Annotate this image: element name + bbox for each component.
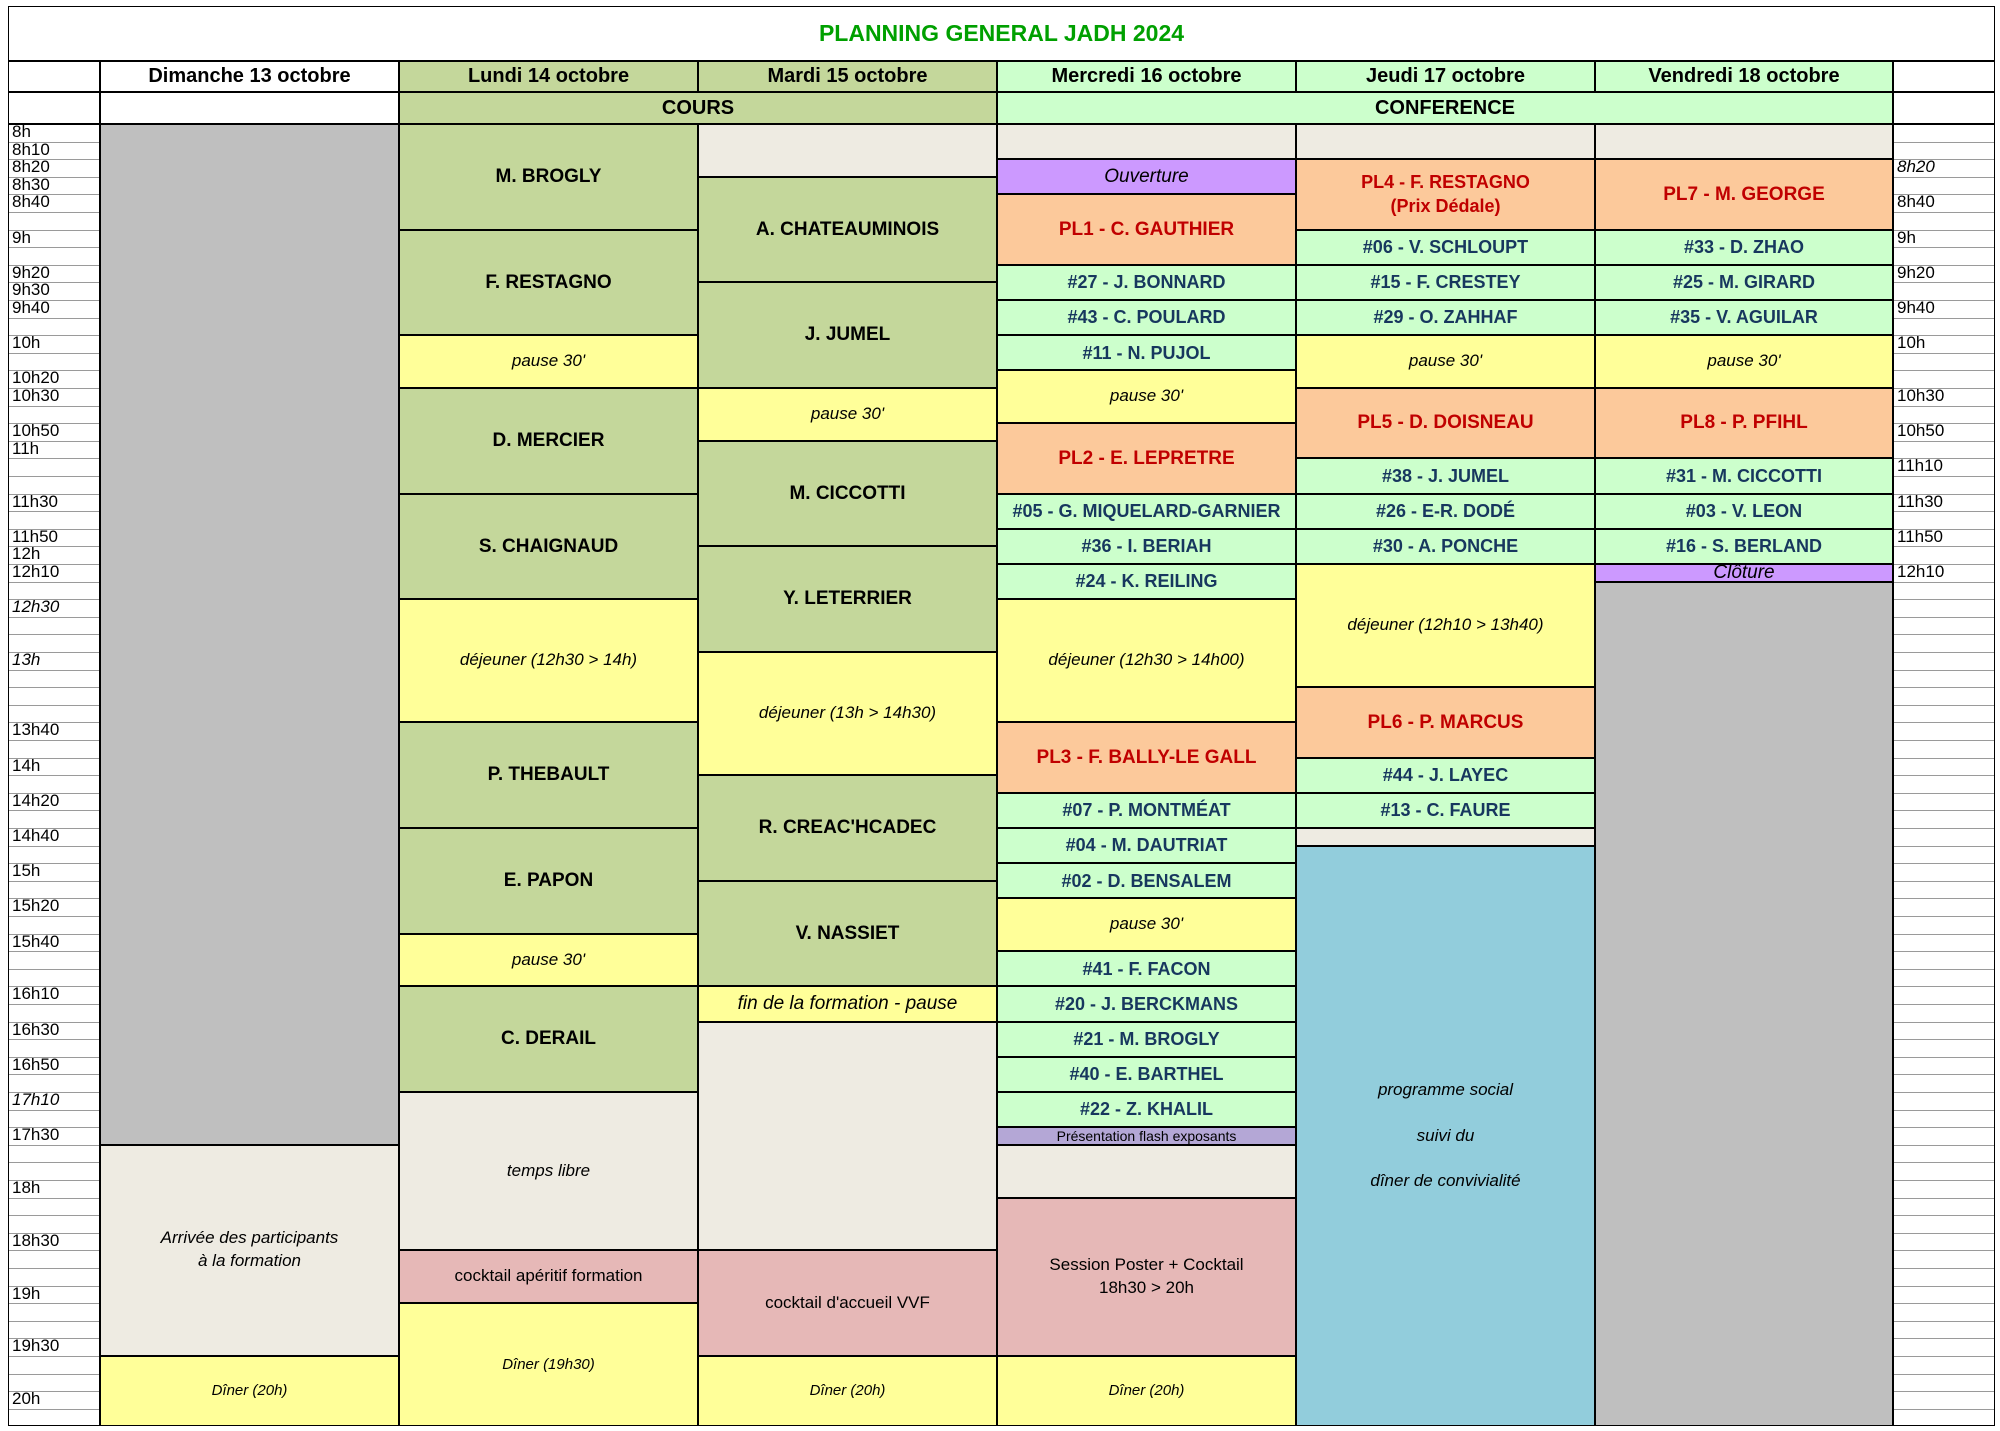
slot-gridline [1894, 1057, 1994, 1058]
schedule-event: #41 - F. FACON [997, 951, 1296, 986]
schedule-event: V. NASSIET [698, 881, 997, 987]
slot-gridline [9, 881, 99, 882]
slot-gridline [1894, 1110, 1994, 1111]
time-label: 10h [1897, 333, 1926, 353]
slot-gridline [1894, 863, 1994, 864]
slot-gridline [9, 1268, 99, 1269]
schedule-event: Arrivée des participants à la formation [100, 1145, 399, 1356]
time-label: 11h [12, 438, 40, 458]
schedule-event: S. CHAIGNAUD [399, 494, 698, 600]
slot-gridline [1894, 282, 1994, 283]
slot-gridline [1894, 634, 1994, 635]
slot-gridline [1894, 1215, 1994, 1216]
time-label: 11h30 [1897, 491, 1944, 511]
slot-gridline [1894, 1145, 1994, 1146]
time-label: 8h40 [12, 192, 50, 212]
schedule-event: #38 - J. JUMEL [1296, 458, 1595, 493]
slot-gridline [1894, 881, 1994, 882]
time-label: 12h10 [12, 562, 60, 581]
time-label: 8h40 [1897, 192, 1935, 212]
slot-gridline [9, 1215, 99, 1216]
schedule-empty-block [698, 124, 997, 177]
time-label: 19h [12, 1283, 41, 1303]
schedule-event: programme social suivi du dîner de convivialité [1296, 846, 1595, 1427]
schedule-event: Session Poster + Cocktail 18h30 > 20h [997, 1198, 1296, 1356]
slot-gridline [9, 1356, 99, 1357]
slot-gridline [9, 247, 99, 248]
time-label: 16h10 [12, 984, 60, 1004]
slot-gridline [1894, 828, 1994, 829]
time-label: 8h [12, 122, 31, 141]
schedule-event: #22 - Z. KHALIL [997, 1092, 1296, 1127]
schedule-event: #36 - I. BERIAH [997, 529, 1296, 564]
slot-gridline [9, 1074, 99, 1075]
slot-gridline [1894, 177, 1994, 178]
schedule-event: P. THEBAULT [399, 722, 698, 828]
schedule-event: PL8 - P. PFIHL [1595, 388, 1893, 458]
time-label: 11h50 [1897, 526, 1944, 546]
schedule-event: #03 - V. LEON [1595, 494, 1893, 529]
slot-gridline [1894, 846, 1994, 847]
slot-gridline [1894, 986, 1994, 987]
slot-gridline [1894, 1039, 1994, 1040]
slot-gridline [1894, 1162, 1994, 1163]
schedule-event: PL5 - D. DOISNEAU [1296, 388, 1595, 458]
time-label: 8h30 [12, 174, 50, 194]
section-blank [100, 92, 399, 124]
slot-gridline [1894, 1303, 1994, 1304]
time-label: 9h40 [1897, 298, 1935, 317]
day-header: Lundi 14 octobre [399, 61, 698, 92]
schedule-event: #30 - A. PONCHE [1296, 529, 1595, 564]
schedule-event: pause 30' [1296, 335, 1595, 388]
schedule-event: temps libre [399, 1092, 698, 1250]
schedule-event: #35 - V. AGUILAR [1595, 300, 1893, 335]
slot-gridline [9, 1145, 99, 1146]
time-label: 15h [12, 861, 41, 881]
time-label: 11h30 [12, 491, 59, 511]
time-label: 11h50 [12, 526, 59, 546]
header-corner [8, 61, 100, 92]
schedule-empty-block [100, 124, 399, 1145]
slot-gridline [9, 406, 99, 407]
slot-gridline [1894, 212, 1994, 213]
schedule-event: Y. LETERRIER [698, 546, 997, 652]
slot-gridline [9, 1110, 99, 1111]
schedule-event: D. MERCIER [399, 388, 698, 494]
time-label: 18h30 [12, 1230, 60, 1250]
schedule-event: #25 - M. GIRARD [1595, 265, 1893, 300]
schedule-event: pause 30' [399, 934, 698, 987]
time-label: 9h [12, 227, 31, 247]
schedule-event: #04 - M. DAUTRIAT [997, 828, 1296, 863]
slot-gridline [1894, 775, 1994, 776]
slot-gridline [1894, 599, 1994, 600]
schedule-event: déjeuner (13h > 14h30) [698, 652, 997, 775]
schedule-event: #21 - M. BROGLY [997, 1022, 1296, 1057]
slot-gridline [1894, 1092, 1994, 1093]
schedule-empty-block [1595, 582, 1893, 1427]
page-title: PLANNING GENERAL JADH 2024 [8, 6, 1995, 61]
time-label: 10h50 [12, 421, 60, 441]
schedule-event: R. CREAC'HCADEC [698, 775, 997, 881]
schedule-event: #26 - E-R. DODÉ [1296, 494, 1595, 529]
time-label: 20h [12, 1389, 41, 1409]
schedule-event: PL1 - C. GAUTHIER [997, 194, 1296, 264]
time-label: 8h20 [12, 157, 50, 177]
schedule-event: pause 30' [698, 388, 997, 441]
slot-gridline [9, 687, 99, 688]
time-label: 10h30 [1897, 386, 1945, 405]
time-label: 17h10 [12, 1090, 60, 1109]
schedule-event: M. CICCOTTI [698, 441, 997, 547]
time-label: 12h30 [12, 597, 60, 617]
slot-gridline [9, 775, 99, 776]
schedule-event: #24 - K. REILING [997, 564, 1296, 599]
slot-gridline [1894, 1022, 1994, 1023]
slot-gridline [1894, 705, 1994, 706]
schedule-event: M. BROGLY [399, 124, 698, 230]
slot-gridline [9, 582, 99, 583]
schedule-event: cocktail apéritif formation [399, 1250, 698, 1303]
slot-gridline [1894, 1338, 1994, 1339]
slot-gridline [1894, 511, 1994, 512]
schedule-empty-block [698, 1022, 997, 1251]
time-label: 14h20 [12, 790, 60, 810]
slot-gridline [9, 1004, 99, 1005]
slot-gridline [9, 476, 99, 477]
schedule-event: E. PAPON [399, 828, 698, 934]
slot-gridline [1894, 652, 1994, 653]
slot-gridline [1894, 142, 1994, 143]
slot-gridline [9, 511, 99, 512]
slot-gridline [1894, 582, 1994, 583]
slot-gridline [1894, 810, 1994, 811]
schedule-event: #27 - J. BONNARD [997, 265, 1296, 300]
schedule-event: cocktail d'accueil VVF [698, 1250, 997, 1356]
slot-gridline [9, 458, 99, 459]
slot-gridline [9, 634, 99, 635]
schedule-event: #16 - S. BERLAND [1595, 529, 1893, 564]
slot-gridline [9, 1162, 99, 1163]
time-label: 15h20 [12, 896, 60, 916]
section-blank [8, 92, 100, 124]
slot-gridline [1894, 318, 1994, 319]
slot-gridline [1894, 1198, 1994, 1199]
slot-gridline [1894, 1250, 1994, 1251]
time-label: 16h50 [12, 1054, 60, 1074]
slot-gridline [9, 1039, 99, 1040]
slot-gridline [1894, 1074, 1994, 1075]
time-label: 16h30 [12, 1019, 60, 1039]
slot-gridline [9, 810, 99, 811]
slot-gridline [9, 916, 99, 917]
day-header: Mardi 15 octobre [698, 61, 997, 92]
schedule-event: PL6 - P. MARCUS [1296, 687, 1595, 757]
schedule-event: #07 - P. MONTMÉAT [997, 793, 1296, 828]
schedule-event: #15 - F. CRESTEY [1296, 265, 1595, 300]
time-label: 10h50 [1897, 421, 1945, 441]
time-label: 10h [12, 333, 41, 353]
time-label: 9h20 [12, 262, 50, 282]
slot-gridline [1894, 476, 1994, 477]
slot-gridline [1894, 1321, 1994, 1322]
time-label: 11h10 [1897, 456, 1944, 476]
slot-gridline [1894, 969, 1994, 970]
slot-gridline [9, 353, 99, 354]
time-label: 13h40 [12, 720, 60, 740]
slot-gridline [9, 670, 99, 671]
time-label: 10h30 [12, 386, 60, 405]
schedule-event: Ouverture [997, 159, 1296, 194]
schedule-event: Dîner (20h) [100, 1356, 399, 1426]
time-label: 8h10 [12, 139, 50, 159]
slot-gridline [1894, 1391, 1994, 1392]
day-header: Dimanche 13 octobre [100, 61, 399, 92]
schedule-event: Clôture [1595, 564, 1893, 582]
slot-gridline [1894, 793, 1994, 794]
time-label: 12h10 [1897, 562, 1945, 581]
slot-gridline [1894, 1356, 1994, 1357]
slot-gridline [1894, 1233, 1994, 1234]
slot-gridline [1894, 722, 1994, 723]
schedule-event: déjeuner (12h10 > 13h40) [1296, 564, 1595, 687]
time-label: 13h [12, 650, 41, 669]
slot-gridline [1894, 758, 1994, 759]
schedule-event: #29 - O. ZAHHAF [1296, 300, 1595, 335]
schedule-event: #31 - M. CICCOTTI [1595, 458, 1893, 493]
slot-gridline [9, 318, 99, 319]
schedule-event: J. JUMEL [698, 282, 997, 388]
schedule-event: PL7 - M. GEORGE [1595, 159, 1893, 229]
header-corner-right [1893, 61, 1995, 92]
schedule-event: PL2 - E. LEPRETRE [997, 423, 1296, 493]
slot-gridline [1894, 740, 1994, 741]
schedule-empty-block [1595, 124, 1893, 159]
time-label: 9h30 [12, 280, 50, 300]
section-cours: COURS [399, 92, 997, 124]
schedule-event: #11 - N. PUJOL [997, 335, 1296, 370]
day-header: Vendredi 18 octobre [1595, 61, 1893, 92]
time-label: 9h40 [12, 298, 50, 317]
schedule-event: pause 30' [997, 370, 1296, 423]
slot-gridline [1894, 617, 1994, 618]
time-label: 12h [12, 544, 41, 564]
schedule-event: Dîner (19h30) [399, 1303, 698, 1426]
slot-gridline [1894, 1286, 1994, 1287]
schedule-event: pause 30' [997, 898, 1296, 951]
time-label: 9h20 [1897, 262, 1935, 282]
slot-gridline [9, 1321, 99, 1322]
slot-gridline [9, 951, 99, 952]
slot-gridline [1894, 370, 1994, 371]
schedule-event: Dîner (20h) [698, 1356, 997, 1426]
time-label: 10h20 [12, 368, 60, 388]
day-header: Mercredi 16 octobre [997, 61, 1296, 92]
schedule-event: fin de la formation - pause [698, 986, 997, 1021]
slot-gridline [1894, 353, 1994, 354]
schedule-event: #33 - D. ZHAO [1595, 230, 1893, 265]
slot-gridline [1894, 1180, 1994, 1181]
schedule-event: déjeuner (12h30 > 14h) [399, 599, 698, 722]
slot-gridline [1894, 441, 1994, 442]
schedule-event: Présentation flash exposants [997, 1127, 1296, 1145]
slot-gridline [1894, 247, 1994, 248]
slot-gridline [1894, 406, 1994, 407]
time-label: 15h40 [12, 931, 60, 951]
schedule-event: PL4 - F. RESTAGNO (Prix Dédale) [1296, 159, 1595, 229]
slot-gridline [1894, 934, 1994, 935]
day-header: Jeudi 17 octobre [1296, 61, 1595, 92]
section-conference: CONFERENCE [997, 92, 1893, 124]
slot-gridline [9, 1374, 99, 1375]
slot-gridline [9, 212, 99, 213]
slot-gridline [9, 617, 99, 618]
schedule-event: #13 - C. FAURE [1296, 793, 1595, 828]
slot-gridline [1894, 1409, 1994, 1410]
schedule-event: pause 30' [1595, 335, 1893, 388]
slot-gridline [9, 1198, 99, 1199]
schedule-event: pause 30' [399, 335, 698, 388]
slot-gridline [1894, 898, 1994, 899]
time-label: 14h40 [12, 826, 60, 845]
schedule-event: F. RESTAGNO [399, 230, 698, 336]
slot-gridline [9, 1250, 99, 1251]
slot-gridline [9, 969, 99, 970]
slot-gridline [1894, 1127, 1994, 1128]
schedule-event: PL3 - F. BALLY-LE GALL [997, 722, 1296, 792]
schedule-event: #20 - J. BERCKMANS [997, 986, 1296, 1021]
schedule-empty-block [997, 124, 1296, 159]
schedule-empty-block [1296, 828, 1595, 846]
slot-gridline [1894, 1374, 1994, 1375]
time-label: 19h30 [12, 1336, 60, 1356]
time-label: 14h [12, 755, 41, 775]
schedule-event: Dîner (20h) [997, 1356, 1296, 1426]
slot-gridline [1894, 1268, 1994, 1269]
schedule-event: déjeuner (12h30 > 14h00) [997, 599, 1296, 722]
schedule-event: #06 - V. SCHLOUPT [1296, 230, 1595, 265]
schedule-event: C. DERAIL [399, 986, 698, 1092]
schedule-event: #44 - J. LAYEC [1296, 758, 1595, 793]
slot-gridline [9, 705, 99, 706]
slot-gridline [1894, 1004, 1994, 1005]
time-label: 18h [12, 1178, 41, 1197]
slot-gridline [1894, 546, 1994, 547]
section-blank [1893, 92, 1995, 124]
schedule-event: A. CHATEAUMINOIS [698, 177, 997, 283]
slot-gridline [9, 846, 99, 847]
time-label: 8h20 [1897, 157, 1935, 177]
slot-gridline [9, 1303, 99, 1304]
time-label: 17h30 [12, 1125, 60, 1145]
slot-gridline [1894, 951, 1994, 952]
slot-gridline [1894, 687, 1994, 688]
slot-gridline [9, 1409, 99, 1410]
schedule-event: #43 - C. POULARD [997, 300, 1296, 335]
slot-gridline [1894, 916, 1994, 917]
planning-sheet [8, 6, 1995, 1424]
schedule-empty-block [997, 1145, 1296, 1198]
schedule-event: #02 - D. BENSALEM [997, 863, 1296, 898]
schedule-event: #40 - E. BARTHEL [997, 1057, 1296, 1092]
schedule-event: #05 - G. MIQUELARD-GARNIER [997, 494, 1296, 529]
schedule-empty-block [1296, 124, 1595, 159]
slot-gridline [9, 740, 99, 741]
time-label: 9h [1897, 227, 1916, 247]
slot-gridline [1894, 670, 1994, 671]
